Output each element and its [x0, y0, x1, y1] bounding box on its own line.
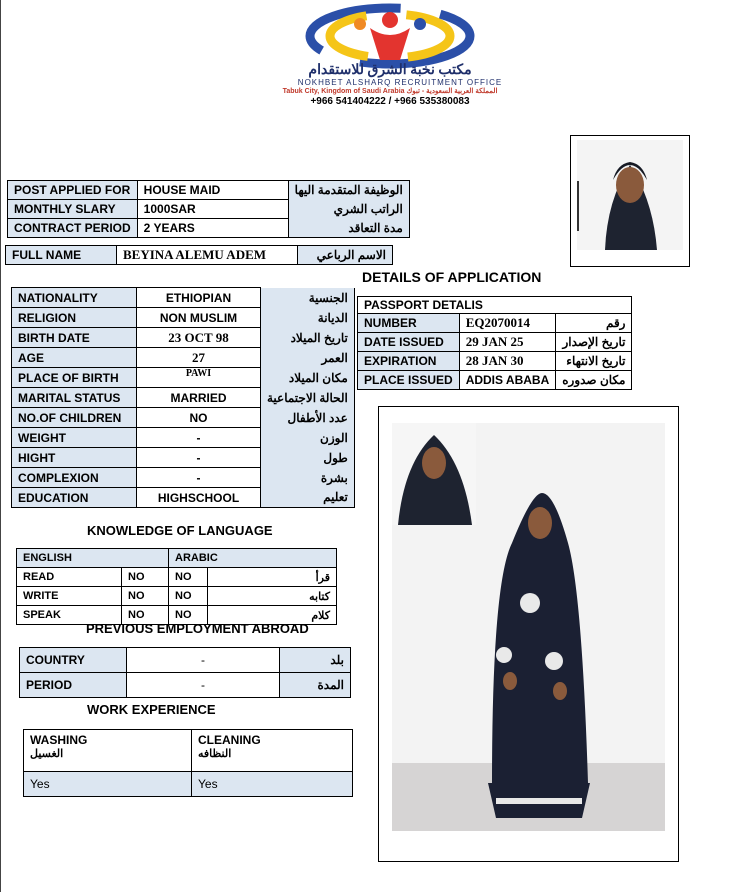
passport-row — [358, 314, 632, 333]
experience-arabic: النظافه — [198, 748, 232, 760]
personal-label: BIRTH DATE — [12, 328, 137, 348]
employment-row — [20, 648, 351, 673]
language-arabic-value: NO — [169, 568, 208, 587]
passport-row — [358, 371, 632, 390]
company-logo — [300, 2, 480, 70]
post-row — [8, 219, 410, 238]
passport-table — [357, 296, 632, 390]
personal-arabic: عدد الأطفال — [261, 408, 355, 428]
personal-value: NO — [137, 408, 261, 428]
personal-arabic: الجنسية — [261, 288, 355, 308]
page-left-border — [0, 0, 1, 892]
personal-arabic: تاريخ الميلاد — [261, 328, 355, 348]
personal-arabic: العمر — [261, 348, 355, 368]
personal-value: - — [137, 468, 261, 488]
personal-label: PLACE OF BIRTH — [12, 368, 137, 388]
personal-row — [12, 408, 355, 428]
language-col-arabic: ARABIC — [169, 549, 337, 568]
employment-value: - — [127, 648, 280, 673]
language-english-value: NO — [122, 606, 169, 625]
personal-value: NON MUSLIM — [137, 308, 261, 328]
passport-value: ADDIS ABABA — [459, 371, 556, 390]
language-label: SPEAK — [17, 606, 122, 625]
employment-label: COUNTRY — [20, 648, 127, 673]
language-title: KNOWLEDGE OF LANGUAGE — [87, 523, 273, 538]
employment-table — [19, 647, 351, 698]
portrait-photo-frame — [570, 135, 690, 267]
language-header-row — [17, 549, 337, 568]
personal-row — [12, 388, 355, 408]
language-english-value: NO — [122, 568, 169, 587]
personal-arabic: طول — [261, 448, 355, 468]
personal-label: NATIONALITY — [12, 288, 137, 308]
language-col-english: ENGLISH — [17, 549, 169, 568]
passport-label: DATE ISSUED — [358, 333, 460, 352]
language-arabic-label: قرأ — [208, 568, 337, 587]
employment-title: PREVIOUS EMPLOYMENT ABROAD — [86, 621, 309, 636]
passport-value: EQ2070014 — [459, 314, 556, 333]
employment-value: - — [127, 673, 280, 698]
personal-row — [12, 328, 355, 348]
experience-item-washing — [24, 730, 192, 772]
experience-item-cleaning — [192, 730, 353, 772]
post-arabic: الوظيفة المتقدمة اليها — [288, 181, 409, 200]
post-row — [8, 181, 410, 200]
post-label: POST APPLIED FOR — [8, 181, 138, 200]
passport-value: 29 JAN 25 — [459, 333, 556, 352]
personal-row — [12, 308, 355, 328]
personal-row — [12, 368, 355, 388]
personal-row — [12, 428, 355, 448]
personal-value: - — [137, 448, 261, 468]
passport-value: 28 JAN 30 — [459, 352, 556, 371]
personal-row — [12, 348, 355, 368]
personal-arabic: تعليم — [261, 488, 355, 508]
personal-value: HIGHSCHOOL — [137, 488, 261, 508]
personal-row — [12, 448, 355, 468]
personal-label: AGE — [12, 348, 137, 368]
language-arabic-value: NO — [169, 587, 208, 606]
language-label: WRITE — [17, 587, 122, 606]
personal-row — [12, 288, 355, 308]
personal-arabic: الديانة — [261, 308, 355, 328]
full-name-table — [5, 245, 393, 265]
post-label: MONTHLY SLARY — [8, 200, 138, 219]
personal-label: MARITAL STATUS — [12, 388, 137, 408]
post-table — [7, 180, 410, 238]
full-name-label: FULL NAME — [6, 246, 117, 265]
personal-arabic: بشرة — [261, 468, 355, 488]
passport-arabic: تاريخ الإصدار — [556, 333, 632, 352]
passport-arabic: تاريخ الانتهاء — [556, 352, 632, 371]
personal-value: MARRIED — [137, 388, 261, 408]
personal-value: - — [137, 428, 261, 448]
language-english-value: NO — [122, 587, 169, 606]
passport-label: PLACE ISSUED — [358, 371, 460, 390]
language-table — [16, 548, 337, 625]
company-arabic-name: مكتب نخبة الشرق للاستقدام — [308, 63, 472, 78]
post-arabic: مدة التعاقد — [288, 219, 409, 238]
passport-row — [358, 352, 632, 371]
passport-label: EXPIRATION — [358, 352, 460, 371]
full-name-value: BEYINA ALEMU ADEM — [117, 246, 298, 265]
personal-row — [12, 468, 355, 488]
personal-arabic: الوزن — [261, 428, 355, 448]
language-row — [17, 568, 337, 587]
language-arabic-value: NO — [169, 606, 208, 625]
experience-label: CLEANING — [198, 733, 261, 747]
passport-title: PASSPORT DETALIS — [358, 297, 632, 314]
personal-value: ETHIOPIAN — [137, 288, 261, 308]
full-name-arabic: الاسم الرباعي — [298, 246, 393, 265]
full-body-photo-frame — [378, 406, 679, 862]
personal-label: COMPLEXION — [12, 468, 137, 488]
language-row — [17, 587, 337, 606]
personal-label: RELIGION — [12, 308, 137, 328]
experience-table — [23, 729, 353, 797]
post-arabic: الراتب الشري — [288, 200, 409, 219]
personal-value: 23 OCT 98 — [137, 328, 261, 348]
personal-label: WEIGHT — [12, 428, 137, 448]
personal-label: NO.OF CHILDREN — [12, 408, 137, 428]
personal-label: EDUCATION — [12, 488, 137, 508]
company-english-name: NOKHBET ALSHARQ RECRUITMENT OFFICE — [297, 78, 503, 87]
portrait-photo — [577, 140, 683, 250]
employment-label: PERIOD — [20, 673, 127, 698]
post-value: 2 YEARS — [137, 219, 288, 238]
company-location: Tabuk City, Kingdom of Saudi Arabia المملكة العربية السعودية - تبوك — [282, 88, 498, 95]
experience-title: WORK EXPERIENCE — [87, 702, 216, 717]
post-label: CONTRACT PERIOD — [8, 219, 138, 238]
personal-details-table — [11, 287, 355, 508]
employment-arabic: المدة — [280, 673, 351, 698]
language-arabic-label: كتابه — [208, 587, 337, 606]
company-phones: +966 541404222 / +966 535380083 — [310, 96, 470, 107]
language-arabic-label: كلام — [208, 606, 337, 625]
details-title: DETAILS OF APPLICATION — [362, 269, 542, 285]
language-label: READ — [17, 568, 122, 587]
personal-value: 27 — [137, 348, 261, 368]
personal-label: HIGHT — [12, 448, 137, 468]
full-body-photo — [392, 423, 665, 831]
personal-value: PAWI — [137, 368, 261, 388]
passport-arabic: رقم — [556, 314, 632, 333]
passport-arabic: مكان صدوره — [556, 371, 632, 390]
personal-row — [12, 488, 355, 508]
post-value: HOUSE MAID — [137, 181, 288, 200]
experience-label: WASHING — [30, 733, 88, 747]
personal-arabic: مكان الميلاد — [261, 368, 355, 388]
passport-label: NUMBER — [358, 314, 460, 333]
experience-arabic: الغسيل — [30, 748, 64, 760]
employment-row — [20, 673, 351, 698]
passport-row — [358, 333, 632, 352]
experience-value: Yes — [24, 772, 192, 797]
experience-value: Yes — [192, 772, 353, 797]
personal-arabic: الحالة الاجتماعية — [261, 388, 355, 408]
post-value: 1000SAR — [137, 200, 288, 219]
employment-arabic: بلد — [280, 648, 351, 673]
post-row — [8, 200, 410, 219]
